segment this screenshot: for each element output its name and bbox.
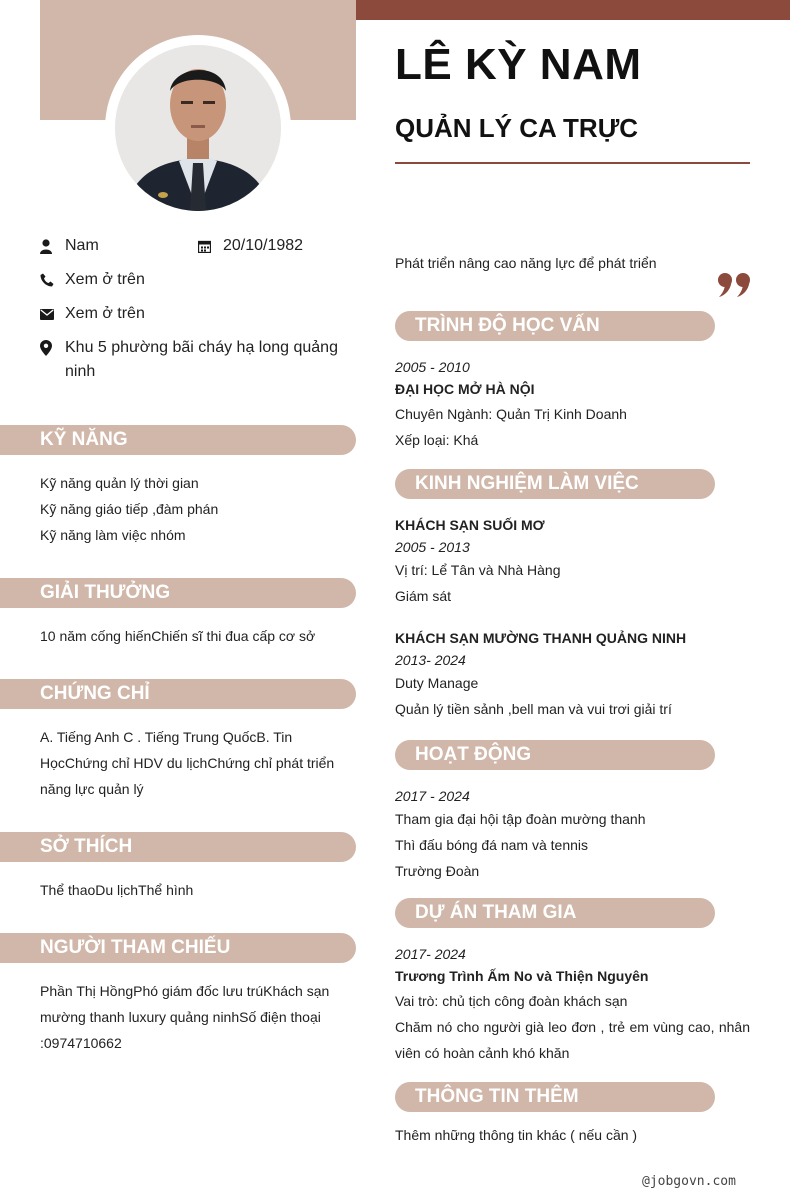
hobbies-heading: SỞ THÍCH xyxy=(0,832,356,862)
job-detail: Vị trí: Lể Tân và Nhà Hàng xyxy=(395,562,561,578)
certificates-heading: CHỨNG CHỈ xyxy=(0,679,356,709)
more-info-heading: THÔNG TIN THÊM xyxy=(395,1082,715,1112)
job-detail: Quản lý tiền sảnh ,bell man và vui trơi giải trí xyxy=(395,701,672,717)
gender-text: Nam xyxy=(65,237,99,254)
skill-item: Kỹ năng quản lý thời gian xyxy=(40,475,199,491)
awards-text: 10 năm cống hiếnChiến sĩ thi đua cấp cơ sở xyxy=(40,628,316,644)
education-heading: TRÌNH ĐỘ HỌC VẤN xyxy=(395,311,715,341)
watermark: @jobgovn.com xyxy=(642,1174,736,1189)
job-period: 2005 - 2013 xyxy=(395,539,470,555)
email-text: Xem ở trên xyxy=(65,305,145,322)
phone-icon xyxy=(40,268,65,292)
address-row xyxy=(40,336,340,384)
education-grade: Xếp loại: Khá xyxy=(395,432,479,448)
email-row xyxy=(40,302,145,326)
job-detail: Duty Manage xyxy=(395,675,479,691)
education-entry xyxy=(395,357,750,453)
career-objective: Phát triển nâng cao năng lực để phát triển xyxy=(395,255,657,271)
calendar-icon xyxy=(198,234,223,258)
location-pin-icon xyxy=(40,336,65,360)
certificates-text: A. Tiếng Anh C . Tiếng Trung QuốcB. Tin HọcChứng chỉ HDV du lịchChứng chỉ phát triển năng lực quản lý xyxy=(40,729,335,797)
activities-entry xyxy=(395,786,750,884)
job-title: QUẢN LÝ CA TRỰC xyxy=(395,113,639,143)
skill-item: Kỹ năng làm việc nhóm xyxy=(40,527,186,543)
skills-heading: KỸ NĂNG xyxy=(0,425,356,455)
job-entry xyxy=(395,626,750,722)
birthday-row xyxy=(198,234,303,258)
references-text: Phần Thị HồngPhó giám đốc lưu trúKhách sạn mường thanh luxury quảng ninhSố điện thoại :0974710662 xyxy=(40,983,330,1051)
skill-item: Kỹ năng giáo tiếp ,đàm phán xyxy=(40,501,219,517)
profile-photo-illustration xyxy=(115,45,281,211)
projects-heading: DỰ ÁN THAM GIA xyxy=(395,898,715,928)
awards-heading: GIẢI THƯỞNG xyxy=(0,578,356,608)
phone-row xyxy=(40,268,145,292)
job-detail: Giám sát xyxy=(395,588,452,604)
hobbies-text: Thể thaoDu lịchThể hình xyxy=(40,882,194,898)
avatar xyxy=(115,45,281,211)
candidate-name: LÊ KỲ NAM xyxy=(395,40,642,89)
references-heading: NGƯỜI THAM CHIẾU xyxy=(0,933,356,963)
activity-item: Tham gia đại hội tập đoàn mường thanh xyxy=(395,811,646,827)
activities-heading: HOẠT ĐỘNG xyxy=(395,740,715,770)
birthday-text: 20/10/1982 xyxy=(223,237,304,254)
education-period: 2005 - 2010 xyxy=(395,359,470,375)
project-role: Vai trò: chủ tịch công đoàn khách sạn xyxy=(395,993,628,1009)
education-major: Chuyên Ngành: Quản Trị Kinh Doanh xyxy=(395,406,627,422)
project-period: 2017- 2024 xyxy=(395,946,466,962)
project-name: Trương Trình Ấm No và Thiện Nguyên xyxy=(395,968,649,984)
title-divider xyxy=(395,162,750,164)
address-text: Khu 5 phường bãi cháy hạ long quảng ninh xyxy=(65,339,338,380)
activity-item: Thì đấu bóng đá nam và tennis xyxy=(395,837,589,853)
more-info-text: Thêm những thông tin khác ( nếu cần ) xyxy=(395,1127,638,1143)
project-entry xyxy=(395,944,750,1066)
job-period: 2013- 2024 xyxy=(395,652,466,668)
company-name: KHÁCH SẠN MƯỜNG THANH QUẢNG NINH xyxy=(395,630,687,646)
person-icon xyxy=(40,234,65,258)
top-accent-bar xyxy=(356,0,790,20)
phone-text: Xem ở trên xyxy=(65,271,145,288)
quote-icon xyxy=(716,272,752,303)
gender-row xyxy=(40,234,99,258)
skills-list xyxy=(40,470,340,548)
school-name: ĐẠI HỌC MỞ HÀ NỘI xyxy=(395,381,535,397)
project-description: Chăm nó cho người già leo đơn , trẻ em vùng cao, nhân viên có hoàn cảnh khó khăn xyxy=(395,1019,750,1061)
company-name: KHÁCH SẠN SUỐI MƠ xyxy=(395,517,545,533)
experience-heading: KINH NGHIỆM LÀM VIỆC xyxy=(395,469,715,499)
job-entry xyxy=(395,513,750,609)
activities-period: 2017 - 2024 xyxy=(395,788,470,804)
activity-item: Trường Đoàn xyxy=(395,863,480,879)
email-icon xyxy=(40,302,65,326)
